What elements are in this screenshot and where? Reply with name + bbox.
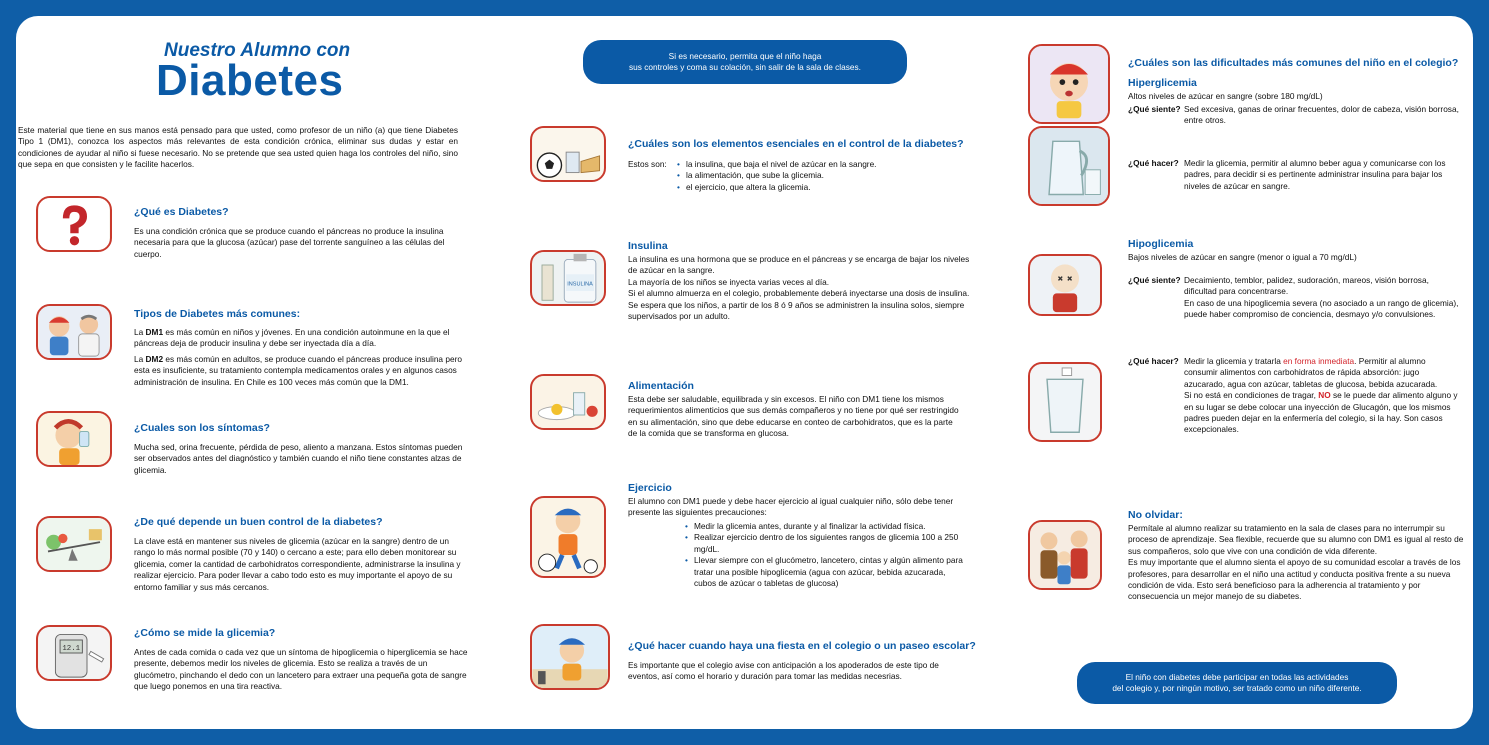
- balance-image: [36, 516, 112, 572]
- insulina-heading: Insulina: [628, 240, 668, 252]
- elemento-item: • la alimentación, que sube la glicemia.: [676, 170, 956, 181]
- control-text: La clave está en mantener sus niveles de glicemia (azúcar en la sangre) dentro de un rango lo más normal posible (70 y 140) o cercano a este; para ello deben monitorear su glicemia, comer la cantidad de carbohidratos correspondiente, administrarse la insulina y realizar ejercicio. Para poder llevar a cabo todo esto es muy importante el apoyo de su entorno familiar y sus más cercanos.: [134, 536, 461, 592]
- elemento-item: • la insulina, que baja el nivel de azúcar en la sangre.: [676, 159, 956, 170]
- que-es-text: Es una condición crónica que se produce cuando el páncreas no produce la insulina necesaria para que la glucosa (azúcar) pase del torrente sanguíneo a las células del cuerpo.: [134, 226, 445, 259]
- boy-trip-icon: [532, 626, 608, 688]
- boy-dizzy-icon: [1030, 256, 1100, 314]
- precaucion-item: • Realizar ejercicio dentro de los siguientes rangos de glicemia 100 a 250 mg/dL.: [684, 532, 969, 555]
- fiesta-text: Es importante que el colegio avise con anticipación a los apoderados de este tipo de eventos, así como el horario y duración para tomar las medidas necesrias.: [628, 660, 939, 682]
- inmediata-highlight: en forma inmediata: [1283, 356, 1355, 366]
- glucometer-display: 12.1: [62, 645, 81, 654]
- olvidar-text: Permítale al alumno realizar su tratamiento en la sala de clases para no interrumpir su proceso de aprendizaje. Sea flexible, recuerde que su alumno con DM1 es igual al resto de sus compañeros, solo que vive con una condición de vida diferente. Es muy importante que el alumno sienta el apoyo de su comunidad escolar a través de los profesores, para desarrollar en el niño una actitud y conducta positiva frente a su nueva condición de vida. Esto será beneficioso para la adherencia al tratamiento y por consecuencia un mejor manejo de su diabetes.: [1128, 523, 1464, 602]
- hiper-hacer-label: ¿Qué hacer?: [1128, 158, 1179, 168]
- intro-text: Este material que tiene en sus manos está pensado para que usted, como profesor de un niño (a) que tiene Diabetes Tipo 1 (DM1), conozca los aspectos más relevantes de esta condición crónica, eliminar sus dudas y estar en condiciones de ayudar al niño si fuese necesario. No se pretende que sea usted quien haga los controles del niño, sino que sepa en que consisten y le facilite hacerlos.: [18, 125, 458, 170]
- title-line1: Nuestro Alumno con: [164, 40, 351, 61]
- sintomas-heading: ¿Cuales son los síntomas?: [134, 422, 270, 434]
- hiper-hacer-text: Medir la glicemia, permitir al alumno beber agua y comunicarse con los padres, para decidir si es pertinente administrar insulina para bajar los niveles de azúcar en sangre.: [1184, 158, 1446, 191]
- water-jug-icon: [1030, 128, 1108, 204]
- dm1-paragraph: La DM1 es más común en niños y jóvenes. En una condición autoinmune en la que el páncreas deja de producir insulina y debe ser inyectada día a día.: [134, 327, 450, 349]
- hipo-siente-severa: En caso de una hipoglicemia severa (no asociado a un rango de glicemia), puede haber compromiso de conciencia, desmayo y/o convulsiones.: [1184, 297, 1459, 320]
- exercise-image: [530, 496, 606, 578]
- question-mark-icon: [38, 198, 110, 250]
- brochure-page: [16, 16, 1473, 729]
- hiper-heading: Hiperglicemia: [1128, 77, 1197, 89]
- olvidar-heading: No olvidar:: [1128, 509, 1183, 521]
- hipo-siente-text: Decaimiento, temblor, palidez, sudoración, mareos, visión borrosa, dificultad para concentrarse.: [1184, 275, 1429, 297]
- que-es-heading: ¿Qué es Diabetes?: [134, 206, 229, 218]
- mide-text: Antes de cada comida o cada vez que un síntoma de hipoglicemia o hiperglicemia se hace presente, debemos medir los niveles de glicemia. Esto se realiza a través de un glucómetro, pinchando el dedo con un lancetero para extraer una pequeña gota de sangre que luego ponemos en una tira reactiva.: [134, 647, 468, 692]
- elemento-item: • el ejercicio, que altera la glicemia.: [676, 182, 956, 193]
- food-plate-icon: [532, 376, 604, 428]
- hipo-hacer-row: ¿Qué hacer? Medir la glicemia y tratarla en forma inmediata. Permitir al alumno consumir alimentos con carbohidratos de rápida absorción: jugo azucarado, agua con azúcar, tabletas de glucosa, bebida azucarada. Si no está en condiciones de tragar, NO se le puede dar alimento alguno y en su lugar se debe colocar una inyección de Glucagón, que los mismos padres pueden dejar en la enfermería del colegio, si la hay. Son casos excepcionales.: [1128, 356, 1458, 435]
- boy-drinking-image: [36, 411, 112, 467]
- food-image: [530, 374, 606, 430]
- elementos-list: [676, 159, 956, 193]
- ball-sandwich-image: [530, 126, 606, 182]
- boy-doctor-icon: [38, 306, 110, 358]
- ejercicio-text: El alumno con DM1 puede y debe hacer ejercicio al igual cualquier niño, sólo debe tener presente las siguientes precauciones:: [628, 496, 954, 518]
- precaucion-item: • Llevar siempre con el glucómetro, lancetero, cintas y algún alimento para tratar una posible hipoglicemia (agua con azúcar, bebida azucarada, cubos de azúcar o tabletas de glucosa): [684, 555, 969, 589]
- sintomas-text: Mucha sed, orina frecuente, pérdida de peso, aliento a manzana. Estos síntomas pueden ser observados antes del diagnóstico y también cuando el niño tiene constantes alzas de glicemia.: [134, 442, 463, 475]
- hiper-siente-row: [1128, 104, 1460, 127]
- fiesta-heading: ¿Qué hacer cuando haya una fiesta en el colegio o un paseo escolar?: [628, 640, 976, 652]
- glucometer-image: [36, 625, 112, 681]
- tipos-text: [134, 327, 464, 388]
- hypo-boy-image: [1028, 254, 1102, 316]
- trip-image: [530, 624, 610, 690]
- sugar-water-glass-icon: [1030, 364, 1100, 440]
- dificultades-heading: ¿Cuáles son las dificultades más comunes del niño en el colegio?: [1128, 57, 1459, 69]
- hiper-siente-label: ¿Qué siente?: [1128, 104, 1181, 114]
- hipo-siente-label: ¿Qué siente?: [1128, 275, 1181, 285]
- alimentacion-heading: Alimentación: [628, 380, 694, 392]
- boy-doctor-image: [36, 304, 112, 360]
- insulina-text: La insulina es una hormona que se produce en el páncreas y se encarga de bajar los niveles de azúcar en la sangre. La mayoría de los niños se inyecta varias veces al día. Si el alumno almuerza en el colegio, probablemente deberá inyectarse una dosis de insulina. Se espera que los niños, a partir de los 8 ó 9 años se administren la insulina solos, siempre supervisados por un adulto.: [628, 254, 970, 322]
- ejercicio-list: [684, 521, 969, 589]
- family-icon: [1030, 522, 1100, 588]
- water-jug-image: [1028, 126, 1110, 206]
- boy-soccer-icon: [532, 498, 604, 576]
- question-mark-image: [36, 196, 112, 252]
- mide-heading: ¿Cómo se mide la glicemia?: [134, 627, 276, 639]
- insulin-bottle-icon: [532, 252, 604, 304]
- ball-sandwich-icon: [532, 128, 604, 180]
- control-heading: ¿De qué depende un buen control de la diabetes?: [134, 516, 383, 528]
- hipo-hacer-label: ¿Qué hacer?: [1128, 356, 1179, 366]
- boy-tired-icon: [1030, 46, 1108, 122]
- ejercicio-heading: Ejercicio: [628, 482, 672, 494]
- hiper-sub: Altos niveles de azúcar en sangre (sobre 180 mg/dL): [1128, 91, 1323, 101]
- boy-drinking-icon: [38, 413, 110, 465]
- controles-pill: Si es necesario, permita que el niño haga sus controles y coma su colación, sin salir de la sala de clases.: [583, 40, 907, 84]
- hipo-heading: Hipoglicemia: [1128, 238, 1194, 250]
- glucometer-icon: [38, 627, 110, 679]
- tipos-heading: Tipos de Diabetes más comunes:: [134, 308, 301, 320]
- hipo-sub: Bajos niveles de azúcar en sangre (menor o igual a 70 mg/dL): [1128, 252, 1357, 262]
- participar-pill: El niño con diabetes debe participar en todas las actividades del colegio y, por ningún motivo, ser tratado como un niño diferente.: [1077, 662, 1397, 704]
- alimentacion-text: Esta debe ser saludable, equilibrada y sin excesos. El niño con DM1 tiene los mismos requerimientos alimenticios que sus demás compañeros y no tiene por qué ser restringido en su alimentación, sino que debe educarse en conteo de carbohidratos, que es la parte de la comida que se transforma en glucosa.: [628, 394, 959, 439]
- sugar-glass-image: [1028, 362, 1102, 442]
- hipo-siente-row: [1128, 275, 1460, 321]
- elementos-heading: ¿Cuáles son los elementos esenciales en el control de la diabetes?: [628, 138, 964, 150]
- insulin-bottle-label: INSULINA: [567, 281, 593, 288]
- dm2-paragraph: La DM2 es más común en adultos, se produce cuando el páncreas produce insulina pero esta es insuficiente, su tratamiento contempla medicamentos orales y en algunos casos administración de insulina. En Chile es 100 veces más común que la DM1.: [134, 353, 462, 387]
- hiper-siente-text: Sed excesiva, ganas de orinar frecuentes, dolor de cabeza, visión borrosa, entre otros.: [1184, 104, 1459, 126]
- no-highlight: NO: [1318, 390, 1331, 401]
- precaucion-item: • Medir la glicemia antes, durante y al finalizar la actividad física.: [684, 521, 969, 532]
- insulin-image: [530, 250, 606, 306]
- page-title: Diabetes: [156, 56, 344, 105]
- elementos-label: Estos son:: [628, 159, 667, 169]
- hyper-boy-image: [1028, 44, 1110, 124]
- balance-scale-icon: [38, 518, 110, 570]
- hiper-hacer-row: [1128, 158, 1460, 192]
- family-image: [1028, 520, 1102, 590]
